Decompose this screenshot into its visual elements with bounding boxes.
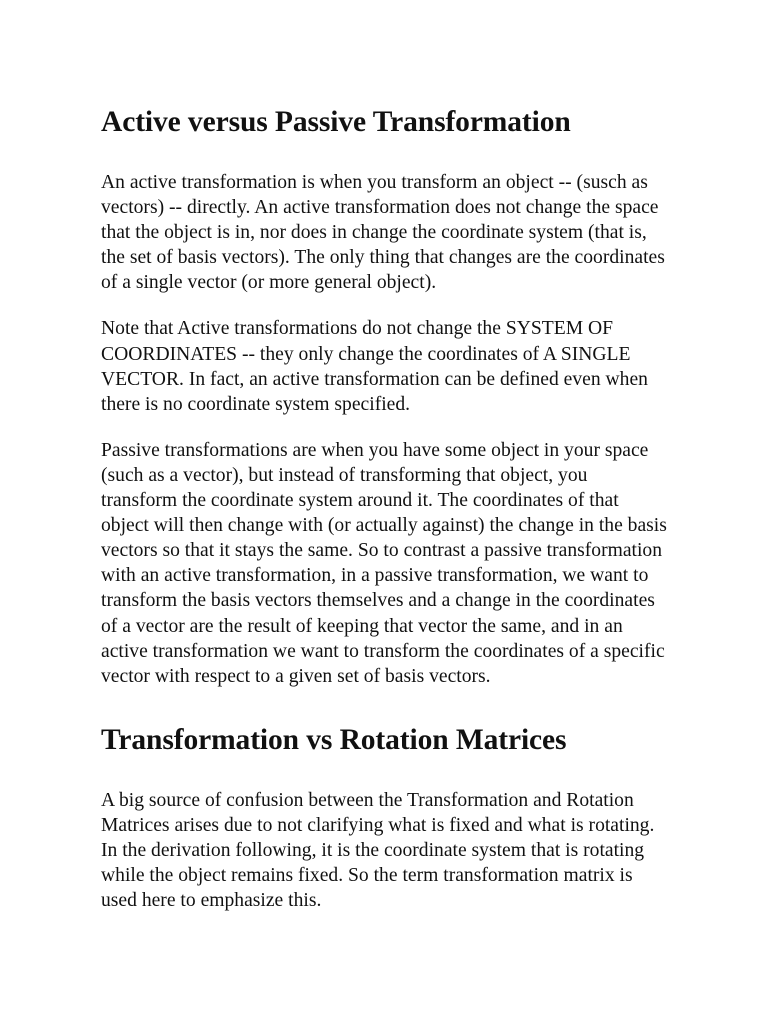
paragraph-confusion-source: A big source of confusion between the Transformation and Rotation Matrices arises due to not clarifying what is fixed and what is rotating. In the derivation following, it is the coordinate system that is rotating while the object remains fixed. So the term transformation matrix is used here to emphasize this. [101, 789, 655, 912]
paragraph-passive-definition: Passive transformations are when you have some object in your space (such as a vector), but instead of transforming that object, you transform the coordinate system around it. The coordinates of that object will then change with (or actually against) the change in the basis vectors so that it stays the same. So to contrast a passive transformation with an active transformation, in a passive transformation, we want to transform the basis vectors themselves and a change in the coordinates of a vector are the result of keeping that vector the same, and in an active transformation we want to transform the coordinates of a specific vector with respect to a given set of basis vectors. [101, 439, 667, 687]
section-heading-active-passive: Active versus Passive Transformation [101, 106, 571, 138]
document-page [101, 104, 667, 913]
paragraph-active-note: Note that Active transformations do not change the SYSTEM OF COORDINATES -- they only change the coordinates of A SINGLE VECTOR. In fact, an active transformation can be defined even when there is no coordinate system specified. [101, 318, 648, 415]
paragraph-active-definition: An active transformation is when you transform an object -- (susch as vectors) -- directly. An active transformation does not change the space that the object is in, nor does in change the coordinate system (that is, the set of basis vectors). The only thing that changes are the coordinates of a single vector (or more general object). [101, 172, 665, 294]
section-heading-transformation-rotation: Transformation vs Rotation Matrices [101, 723, 567, 756]
